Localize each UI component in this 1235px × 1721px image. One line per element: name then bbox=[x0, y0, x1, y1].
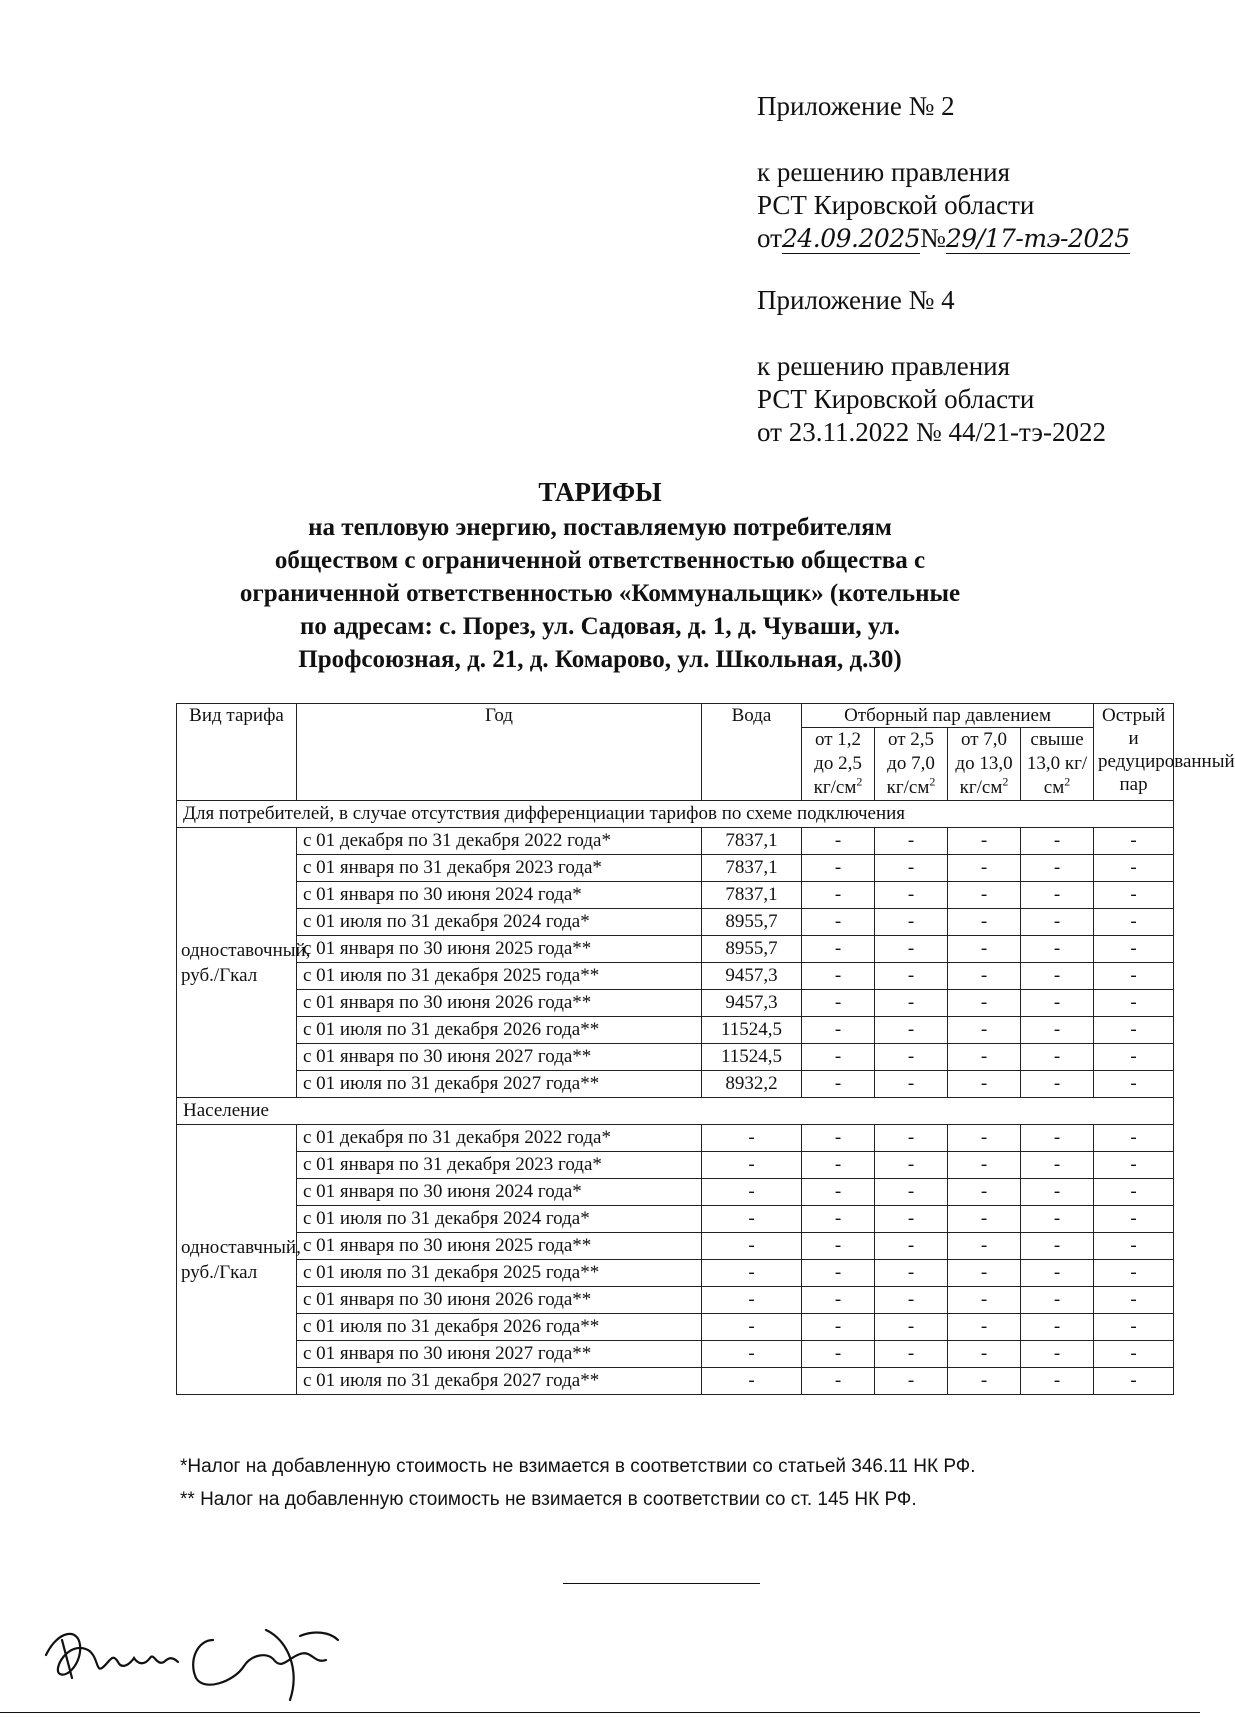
sharp-cell: - bbox=[1094, 936, 1174, 963]
attachment-1-line3 bbox=[757, 222, 1130, 255]
attachment-2-line2: РСТ Кировской области bbox=[757, 384, 1035, 414]
handwritten-date: 24.09.2025 bbox=[781, 224, 921, 253]
period-cell: с 01 января по 31 декабря 2023 года* bbox=[297, 1152, 702, 1179]
water-cell: - bbox=[702, 1125, 802, 1152]
header-sharp-steam: Острый и редуцированный пар bbox=[1094, 704, 1174, 801]
table-row bbox=[177, 1152, 1174, 1179]
section1-tariff-type: одноставочный, руб./Гкал bbox=[177, 828, 297, 1098]
sharp-cell: - bbox=[1094, 990, 1174, 1017]
table-row bbox=[177, 1260, 1174, 1287]
p2-cell: - bbox=[875, 855, 948, 882]
attachment-1-prefix: от bbox=[757, 223, 782, 253]
table-row bbox=[177, 1017, 1174, 1044]
water-cell: 11524,5 bbox=[702, 1044, 802, 1071]
header-pressure-3: от 7,0 до 13,0 $кг/см^2$ bbox=[948, 728, 1021, 801]
p4-cell: - bbox=[1021, 1233, 1094, 1260]
table-row bbox=[177, 1341, 1174, 1368]
section2-tariff-type: одноставчный, руб./Гкал bbox=[177, 1125, 297, 1395]
p3-cell: - bbox=[948, 1260, 1021, 1287]
p1-cell: - bbox=[802, 1017, 875, 1044]
sharp-cell: - bbox=[1094, 882, 1174, 909]
header-year: Год bbox=[297, 704, 702, 801]
sharp-cell: - bbox=[1094, 1044, 1174, 1071]
sharp-cell: - bbox=[1094, 1125, 1174, 1152]
p3-cell: - bbox=[948, 855, 1021, 882]
period-cell: с 01 января по 30 июня 2026 года** bbox=[297, 990, 702, 1017]
p2-cell: - bbox=[875, 990, 948, 1017]
water-cell: - bbox=[702, 1314, 802, 1341]
period-cell: с 01 января по 30 июня 2025 года** bbox=[297, 1233, 702, 1260]
water-cell: - bbox=[702, 1341, 802, 1368]
table-row bbox=[177, 1071, 1174, 1098]
p2-cell: - bbox=[875, 1071, 948, 1098]
water-cell: 11524,5 bbox=[702, 1017, 802, 1044]
period-cell: с 01 января по 30 июня 2026 года** bbox=[297, 1287, 702, 1314]
period-cell: с 01 декабря по 31 декабря 2022 года* bbox=[297, 828, 702, 855]
sharp-cell: - bbox=[1094, 1314, 1174, 1341]
p4-cell: - bbox=[1021, 1044, 1094, 1071]
sharp-cell: - bbox=[1094, 855, 1174, 882]
water-cell: 8955,7 bbox=[702, 936, 802, 963]
sharp-cell: - bbox=[1094, 1260, 1174, 1287]
p4-cell: - bbox=[1021, 1260, 1094, 1287]
period-cell: с 01 января по 30 июня 2025 года** bbox=[297, 936, 702, 963]
p4-cell: - bbox=[1021, 828, 1094, 855]
p1-cell: - bbox=[802, 1368, 875, 1395]
p3-cell: - bbox=[948, 1206, 1021, 1233]
header-pressure-2: от 2,5 до 7,0 $кг/см^2$ bbox=[875, 728, 948, 801]
p3-cell: - bbox=[948, 963, 1021, 990]
period-cell: с 01 января по 30 июня 2027 года** bbox=[297, 1044, 702, 1071]
title-main: ТАРИФЫ bbox=[538, 477, 662, 507]
header-pressure-1: от 1,2 до 2,5 $кг/см^2$ bbox=[802, 728, 875, 801]
p4-cell: - bbox=[1021, 909, 1094, 936]
title-line-1: на тепловую энергию, поставляемую потребителям bbox=[308, 514, 892, 541]
table-row bbox=[177, 936, 1174, 963]
period-cell: с 01 июля по 31 декабря 2024 года* bbox=[297, 1206, 702, 1233]
p1-cell: - bbox=[802, 1206, 875, 1233]
p1-cell: - bbox=[802, 1314, 875, 1341]
p1-cell: - bbox=[802, 1260, 875, 1287]
attachment-block-1 bbox=[757, 90, 1130, 255]
p3-cell: - bbox=[948, 1368, 1021, 1395]
p1-cell: - bbox=[802, 936, 875, 963]
p1-cell: - bbox=[802, 855, 875, 882]
sharp-cell: - bbox=[1094, 909, 1174, 936]
water-cell: - bbox=[702, 1233, 802, 1260]
p4-cell: - bbox=[1021, 936, 1094, 963]
handwritten-number: 29/17-тэ-2025 bbox=[945, 224, 1130, 253]
p2-cell: - bbox=[875, 1341, 948, 1368]
p3-cell: - bbox=[948, 1179, 1021, 1206]
table-row bbox=[177, 855, 1174, 882]
p4-cell: - bbox=[1021, 1125, 1094, 1152]
table-row bbox=[177, 828, 1174, 855]
p2-cell: - bbox=[875, 1044, 948, 1071]
water-cell: - bbox=[702, 1287, 802, 1314]
table-row bbox=[177, 1314, 1174, 1341]
period-cell: с 01 июля по 31 декабря 2025 года** bbox=[297, 963, 702, 990]
table-row bbox=[177, 1233, 1174, 1260]
p2-cell: - bbox=[875, 1017, 948, 1044]
water-cell: - bbox=[702, 1206, 802, 1233]
period-cell: с 01 декабря по 31 декабря 2022 года* bbox=[297, 1125, 702, 1152]
water-cell: - bbox=[702, 1368, 802, 1395]
p3-cell: - bbox=[948, 882, 1021, 909]
water-cell: - bbox=[702, 1179, 802, 1206]
attachment-2-title: Приложение № 4 bbox=[757, 285, 955, 315]
p1-cell: - bbox=[802, 828, 875, 855]
p3-cell: - bbox=[948, 909, 1021, 936]
sharp-cell: - bbox=[1094, 828, 1174, 855]
bottom-rule bbox=[0, 1712, 1200, 1713]
title-line-2: обществом с ограниченной ответственностью общества с bbox=[274, 547, 926, 574]
p3-cell: - bbox=[948, 1152, 1021, 1179]
p4-cell: - bbox=[1021, 855, 1094, 882]
header-steam: Отборный пар давлением bbox=[802, 704, 1094, 728]
p2-cell: - bbox=[875, 1368, 948, 1395]
p3-cell: - bbox=[948, 1314, 1021, 1341]
p4-cell: - bbox=[1021, 1206, 1094, 1233]
table-row bbox=[177, 1368, 1174, 1395]
signature-line bbox=[563, 1583, 760, 1584]
p4-cell: - bbox=[1021, 1341, 1094, 1368]
period-cell: с 01 января по 31 декабря 2023 года* bbox=[297, 855, 702, 882]
period-cell: с 01 июля по 31 декабря 2025 года** bbox=[297, 1260, 702, 1287]
p1-cell: - bbox=[802, 1044, 875, 1071]
period-cell: с 01 июля по 31 декабря 2026 года** bbox=[297, 1314, 702, 1341]
p2-cell: - bbox=[875, 963, 948, 990]
footnote-2: ** Налог на добавленную стоимость не взимается в соответствии со ст. 145 НК РФ. bbox=[180, 1489, 917, 1510]
attachment-1-line2: РСТ Кировской области bbox=[757, 190, 1035, 220]
p4-cell: - bbox=[1021, 882, 1094, 909]
p1-cell: - bbox=[802, 963, 875, 990]
p3-cell: - bbox=[948, 1341, 1021, 1368]
sharp-cell: - bbox=[1094, 1152, 1174, 1179]
sharp-cell: - bbox=[1094, 1071, 1174, 1098]
p3-cell: - bbox=[948, 1233, 1021, 1260]
p3-cell: - bbox=[948, 1071, 1021, 1098]
p3-cell: - bbox=[948, 828, 1021, 855]
p1-cell: - bbox=[802, 1233, 875, 1260]
sharp-cell: - bbox=[1094, 1341, 1174, 1368]
p2-cell: - bbox=[875, 1260, 948, 1287]
p4-cell: - bbox=[1021, 1017, 1094, 1044]
header-pressure-4: свыше 13,0 $кг/см^2$ bbox=[1021, 728, 1094, 801]
p2-cell: - bbox=[875, 936, 948, 963]
attachment-2-line1: к решению правления bbox=[757, 351, 1011, 381]
document-title bbox=[180, 476, 1020, 676]
sharp-cell: - bbox=[1094, 1368, 1174, 1395]
footnote-1: *Налог на добавленную стоимость не взимается в соответствии со статьей 346.11 НК РФ. bbox=[180, 1456, 976, 1477]
p2-cell: - bbox=[875, 1233, 948, 1260]
water-cell: 7837,1 bbox=[702, 855, 802, 882]
p2-cell: - bbox=[875, 1125, 948, 1152]
table-body bbox=[177, 801, 1174, 1395]
p1-cell: - bbox=[802, 1152, 875, 1179]
table-row bbox=[177, 909, 1174, 936]
attachment-2-line3: от 23.11.2022 № 44/21-тэ-2022 bbox=[757, 417, 1106, 447]
table-row bbox=[177, 1125, 1174, 1152]
p3-cell: - bbox=[948, 990, 1021, 1017]
table-row bbox=[177, 882, 1174, 909]
p4-cell: - bbox=[1021, 963, 1094, 990]
sharp-cell: - bbox=[1094, 963, 1174, 990]
water-cell: 8955,7 bbox=[702, 909, 802, 936]
attachment-1-line1: к решению правления bbox=[757, 157, 1011, 187]
table-row bbox=[177, 1044, 1174, 1071]
period-cell: с 01 января по 30 июня 2024 года* bbox=[297, 882, 702, 909]
p3-cell: - bbox=[948, 936, 1021, 963]
sharp-cell: - bbox=[1094, 1017, 1174, 1044]
p2-cell: - bbox=[875, 1287, 948, 1314]
p2-cell: - bbox=[875, 882, 948, 909]
water-cell: - bbox=[702, 1152, 802, 1179]
p2-cell: - bbox=[875, 1314, 948, 1341]
water-cell: 9457,3 bbox=[702, 990, 802, 1017]
header-water: Вода bbox=[702, 704, 802, 801]
p4-cell: - bbox=[1021, 990, 1094, 1017]
water-cell: 8932,2 bbox=[702, 1071, 802, 1098]
sharp-cell: - bbox=[1094, 1206, 1174, 1233]
period-cell: с 01 июля по 31 декабря 2027 года** bbox=[297, 1071, 702, 1098]
title-line-3: ограниченной ответственностью «Коммунальщик» (котельные bbox=[239, 580, 961, 607]
attachment-1-title: Приложение № 2 bbox=[757, 91, 955, 121]
p1-cell: - bbox=[802, 882, 875, 909]
water-cell: - bbox=[702, 1260, 802, 1287]
p3-cell: - bbox=[948, 1125, 1021, 1152]
title-line-4: по адресам: с. Порез, ул. Садовая, д. 1, д. Чуваши, ул. bbox=[299, 613, 900, 640]
p1-cell: - bbox=[802, 990, 875, 1017]
water-cell: 9457,3 bbox=[702, 963, 802, 990]
p4-cell: - bbox=[1021, 1287, 1094, 1314]
sharp-cell: - bbox=[1094, 1179, 1174, 1206]
title-line-5: Профсоюзная, д. 21, д. Комарово, ул. Школьная, д.30) bbox=[298, 646, 902, 673]
p3-cell: - bbox=[948, 1287, 1021, 1314]
p3-cell: - bbox=[948, 1017, 1021, 1044]
p4-cell: - bbox=[1021, 1152, 1094, 1179]
period-cell: с 01 июля по 31 декабря 2027 года** bbox=[297, 1368, 702, 1395]
table-row bbox=[177, 963, 1174, 990]
p2-cell: - bbox=[875, 1179, 948, 1206]
period-cell: с 01 июля по 31 декабря 2024 года* bbox=[297, 909, 702, 936]
p1-cell: - bbox=[802, 1179, 875, 1206]
attachment-block-2 bbox=[757, 284, 1106, 449]
water-cell: 7837,1 bbox=[702, 882, 802, 909]
p2-cell: - bbox=[875, 828, 948, 855]
p2-cell: - bbox=[875, 1152, 948, 1179]
p1-cell: - bbox=[802, 909, 875, 936]
table-row bbox=[177, 1179, 1174, 1206]
number-sign: № bbox=[920, 223, 946, 253]
table-row bbox=[177, 1206, 1174, 1233]
tariff-table bbox=[176, 703, 1235, 1395]
p4-cell: - bbox=[1021, 1368, 1094, 1395]
p4-cell: - bbox=[1021, 1179, 1094, 1206]
period-cell: с 01 января по 30 июня 2024 года* bbox=[297, 1179, 702, 1206]
p1-cell: - bbox=[802, 1287, 875, 1314]
p1-cell: - bbox=[802, 1341, 875, 1368]
section1-header: Для потребителей, в случае отсутствия дифференциации тарифов по схеме подключения bbox=[177, 801, 1174, 828]
p3-cell: - bbox=[948, 1044, 1021, 1071]
water-cell: 7837,1 bbox=[702, 828, 802, 855]
period-cell: с 01 июля по 31 декабря 2026 года** bbox=[297, 1017, 702, 1044]
p2-cell: - bbox=[875, 1206, 948, 1233]
p1-cell: - bbox=[802, 1125, 875, 1152]
handwritten-signature bbox=[38, 1600, 398, 1720]
sharp-cell: - bbox=[1094, 1233, 1174, 1260]
section2-header: Население bbox=[177, 1098, 1174, 1125]
table-row bbox=[177, 1287, 1174, 1314]
p4-cell: - bbox=[1021, 1314, 1094, 1341]
sharp-cell: - bbox=[1094, 1287, 1174, 1314]
table-row bbox=[177, 990, 1174, 1017]
p4-cell: - bbox=[1021, 1071, 1094, 1098]
period-cell: с 01 января по 30 июня 2027 года** bbox=[297, 1341, 702, 1368]
p2-cell: - bbox=[875, 909, 948, 936]
p1-cell: - bbox=[802, 1071, 875, 1098]
header-type: Вид тарифа bbox=[177, 704, 297, 801]
